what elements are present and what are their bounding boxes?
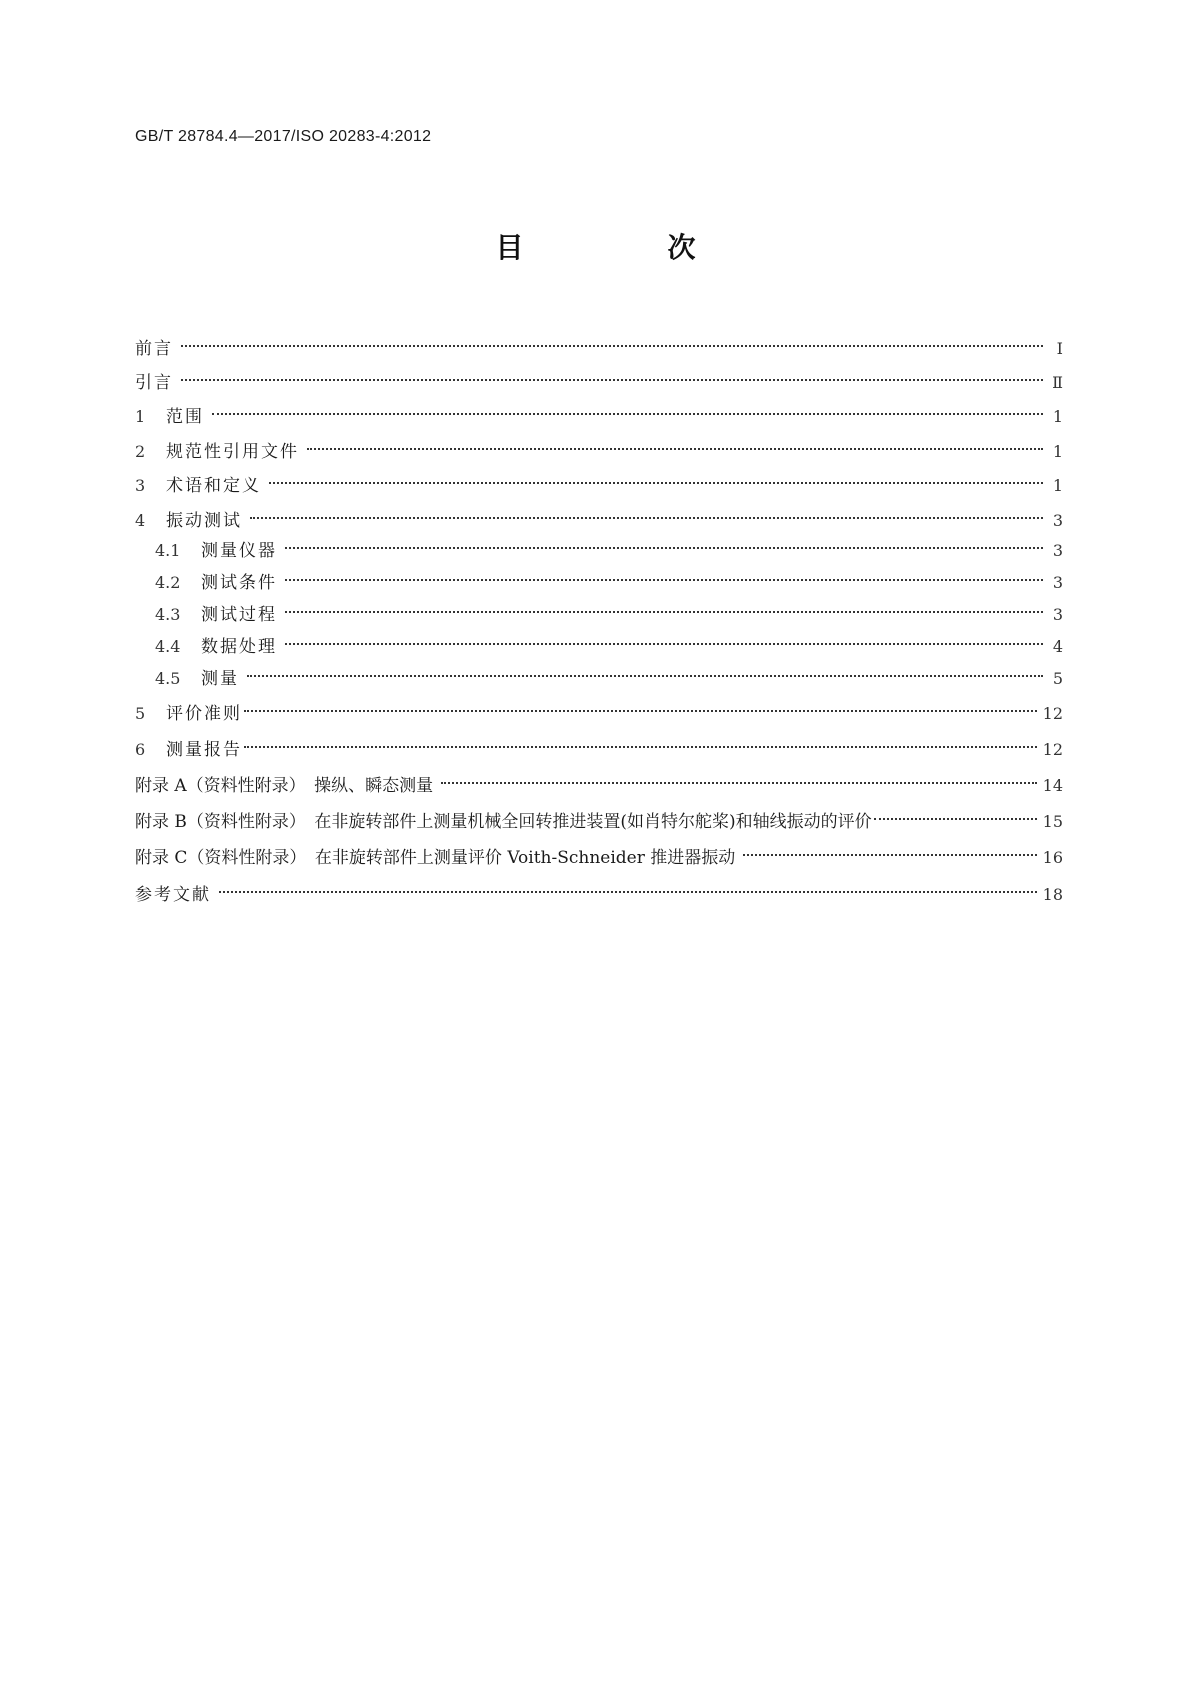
toc-leader-dots	[244, 693, 1037, 719]
toc-leader-dots	[874, 801, 1037, 827]
toc-leader-dots	[247, 658, 1043, 684]
toc-page-number: 3	[1052, 541, 1063, 560]
toc-section-number: 4	[135, 511, 146, 530]
toc-entry-label: 测量仪器	[201, 541, 277, 561]
toc-page-number: 16	[1042, 848, 1063, 867]
toc-page-number: 12	[1042, 704, 1063, 723]
toc-entry-section-2[interactable]	[135, 431, 1063, 462]
toc-page-number: 5	[1052, 669, 1063, 688]
toc-leader-dots	[743, 837, 1036, 863]
toc-section-number: 1	[135, 407, 146, 426]
toc-leader-dots	[285, 562, 1043, 588]
toc-entry-label: 前言	[135, 339, 173, 359]
toc-entry-section-6[interactable]	[135, 729, 1063, 760]
toc-entry-label: 振动测试	[166, 511, 242, 531]
toc-entry-label: 测量报告	[166, 740, 242, 760]
toc-page-number: 3	[1052, 511, 1063, 530]
toc-section-number: 4.5	[155, 669, 181, 688]
toc-section-number: 4.1	[155, 541, 181, 560]
toc-leader-dots	[181, 328, 1043, 354]
toc-entry-label: 术语和定义	[166, 476, 261, 496]
toc-entry-label: 测试条件	[201, 573, 277, 593]
toc-page-number: 3	[1052, 573, 1063, 592]
toc-leader-dots	[307, 431, 1043, 457]
toc-section-number: 3	[135, 476, 146, 495]
toc-entry-label: 测量	[201, 669, 239, 689]
toc-section-number: 5	[135, 704, 146, 723]
toc-entry-annex-c[interactable]	[135, 837, 1063, 868]
toc-page-number: 3	[1052, 605, 1063, 624]
toc-entry-label: 测试过程	[201, 605, 277, 625]
toc-page-number: 1	[1052, 442, 1063, 461]
toc-page-number: 15	[1042, 812, 1063, 831]
toc-entry-label: 范围	[166, 407, 204, 427]
toc-entry-foreword[interactable]	[135, 328, 1063, 359]
toc-leader-dots	[285, 594, 1043, 620]
toc-entry-section-4[interactable]	[135, 500, 1063, 531]
toc-page-number: 12	[1042, 740, 1063, 759]
toc-entry-bibliography[interactable]	[135, 874, 1063, 905]
page-title: 目 次	[495, 231, 754, 264]
toc-entry-label: 数据处理	[201, 637, 277, 657]
toc-entry-section-4-1[interactable]	[155, 530, 1063, 561]
toc-entry-label: 附录 A（资料性附录） 操纵、瞬态测量	[135, 776, 434, 796]
toc-entry-label: 评价准则	[166, 704, 242, 724]
toc-section-number: 6	[135, 740, 146, 759]
toc-section-number: 2	[135, 442, 146, 461]
toc-leader-dots	[269, 465, 1043, 491]
toc-entry-section-4-4[interactable]	[155, 626, 1063, 657]
toc-entry-introduction[interactable]	[135, 362, 1063, 393]
toc-section-number: 4.2	[155, 573, 181, 592]
toc-entry-section-4-2[interactable]	[155, 562, 1063, 593]
toc-entry-annex-b[interactable]	[135, 801, 1063, 832]
toc-entry-section-1[interactable]	[135, 396, 1063, 427]
toc-leader-dots	[212, 396, 1043, 422]
toc-entry-section-5[interactable]	[135, 693, 1063, 724]
toc-page-number: 18	[1042, 885, 1063, 904]
toc-entry-label: 引言	[135, 373, 173, 393]
toc-leader-dots	[244, 729, 1037, 755]
toc-entry-label: 参考文献	[135, 885, 211, 905]
toc-leader-dots	[219, 874, 1037, 900]
toc-section-number: 4.3	[155, 605, 181, 624]
toc-leader-dots	[285, 626, 1043, 652]
toc-page-number: 4	[1052, 637, 1063, 656]
toc-page-number: 1	[1052, 476, 1063, 495]
toc-leader-dots	[181, 362, 1043, 388]
toc-leader-dots	[250, 500, 1043, 526]
toc-leader-dots	[285, 530, 1043, 556]
toc-entry-label: 附录 C（资料性附录） 在非旋转部件上测量评价 Voith-Schneider 推进器振动	[135, 848, 736, 868]
toc-entry-label: 规范性引用文件	[166, 442, 299, 462]
toc-page-number: Ⅰ	[1056, 339, 1063, 358]
toc-page-number: Ⅱ	[1052, 373, 1063, 392]
toc-section-number: 4.4	[155, 637, 181, 656]
toc-entry-annex-a[interactable]	[135, 765, 1063, 796]
toc-entry-label: 附录 B（资料性附录） 在非旋转部件上测量机械全回转推进装置(如肖特尔舵桨)和轴线振动的评价	[135, 812, 872, 832]
toc-page-number: 1	[1052, 407, 1063, 426]
toc-entry-section-4-3[interactable]	[155, 594, 1063, 625]
toc-leader-dots	[441, 765, 1036, 791]
toc-entry-section-3[interactable]	[135, 465, 1063, 496]
toc-page-number: 14	[1042, 776, 1063, 795]
toc-entry-section-4-5[interactable]	[155, 658, 1063, 689]
standard-code-header: GB/T 28784.4—2017/ISO 20283-4:2012	[135, 128, 432, 145]
